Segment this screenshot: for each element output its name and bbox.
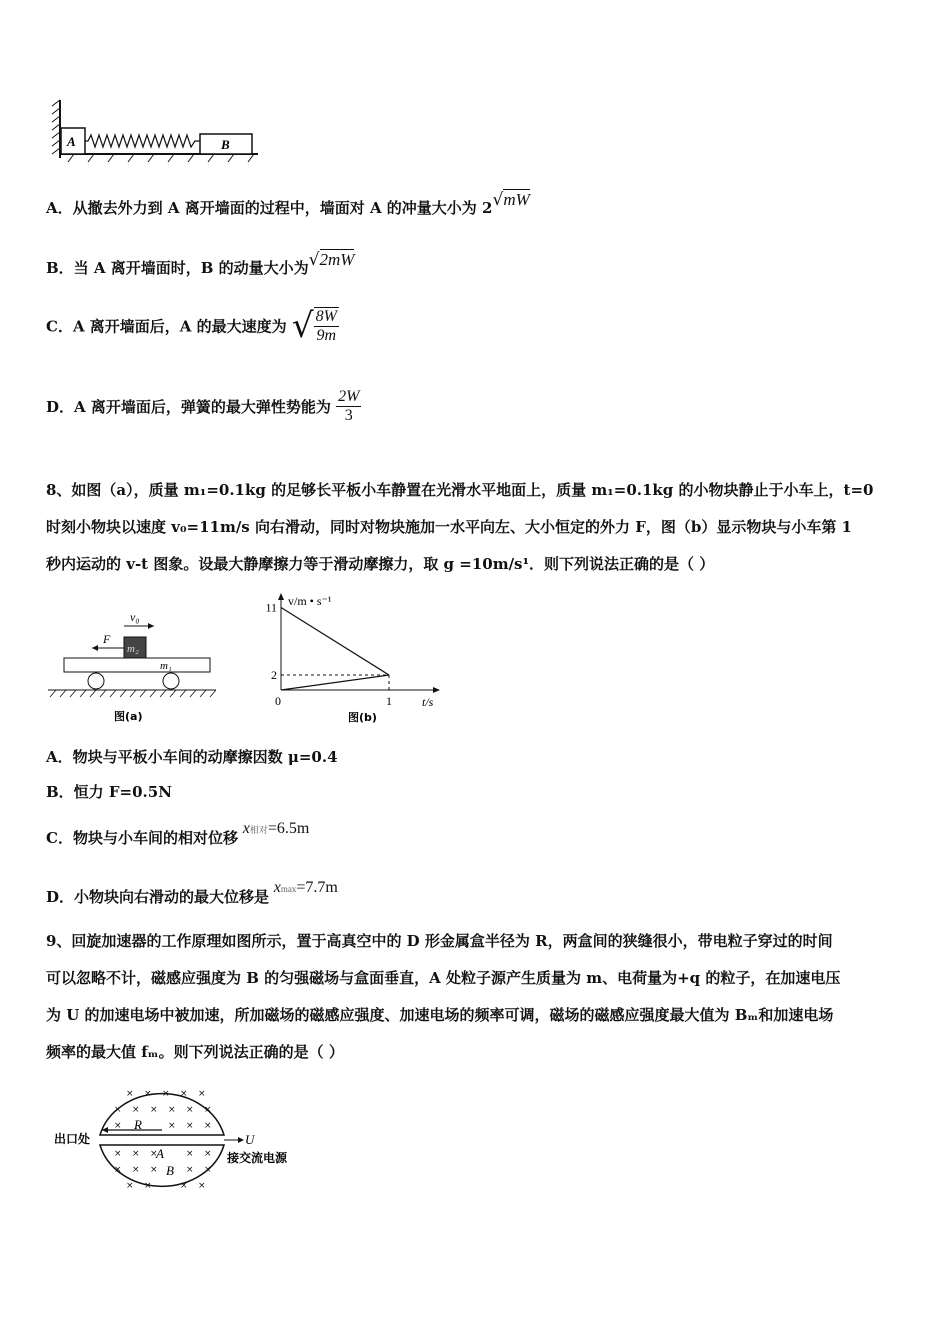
- field-cross-mark: ×: [168, 1121, 176, 1131]
- field-cross-mark: ×: [186, 1149, 194, 1159]
- field-cross-mark: ×: [132, 1149, 140, 1159]
- q8-option-b: B．恒力 F=0.5N: [46, 783, 172, 801]
- voltage-label: U: [245, 1132, 255, 1147]
- wheel: [163, 673, 179, 689]
- field-cross-mark: ×: [204, 1149, 212, 1159]
- field-cross-mark: ×: [204, 1105, 212, 1115]
- fraction: $\frac{8W}{9m}$: [315, 308, 337, 344]
- series-line-2: [281, 675, 389, 690]
- series-line-1: [281, 608, 389, 676]
- field-cross-mark: ×: [126, 1089, 134, 1099]
- field-cross-mark: ×: [168, 1105, 176, 1115]
- m1-label: m₁: [160, 660, 172, 672]
- q7-option-b-text: B．当 A 离开墙面时，B 的动量大小为: [46, 259, 309, 277]
- q7-option-c: C．A 离开墙面后，A 的最大速度为 √ $\frac{8W}{9m}$: [46, 306, 337, 346]
- field-cross-mark: ×: [186, 1105, 194, 1115]
- q9-stem-line: 9、回旋加速器的工作原理如图所示，置于高真空中的 D 形金属盒半径为 R，两盒间的狭缝很小，带电粒子穿过的时间: [46, 932, 833, 950]
- vt-chart: [254, 588, 454, 728]
- field-cross-mark: ×: [198, 1089, 206, 1099]
- q7-option-b: [46, 250, 355, 278]
- field-b-label: B: [166, 1163, 174, 1178]
- cyclotron-figure: [52, 1076, 312, 1206]
- fraction: $\frac{2W}{3}$: [338, 388, 360, 424]
- y-tick-label: 11: [265, 600, 277, 615]
- spring-figure: [48, 96, 268, 166]
- field-cross-mark: ×: [132, 1165, 140, 1175]
- q7-option-d: [46, 388, 361, 425]
- x-tick-label: 1: [386, 694, 392, 708]
- origin-label: 0: [275, 694, 281, 708]
- q8-stem-line: 8、如图（a），质量 m₁=0.1kg 的足够长平板小车静置在光滑水平地面上，质量 m₁=0.1kg 的小物块静止于小车上，t=0: [46, 481, 874, 499]
- field-cross-mark: ×: [180, 1181, 188, 1191]
- q8-option-c: C．物块与小车间的相对位移 x相对=6.5m: [46, 820, 310, 847]
- q9-stem: [46, 923, 906, 1071]
- y-tick-label: 2: [271, 668, 277, 682]
- q8-stem: [46, 472, 906, 583]
- x-axis-label: t/s: [422, 695, 434, 709]
- field-cross-mark: ×: [114, 1105, 122, 1115]
- field-cross-mark: ×: [198, 1181, 206, 1191]
- q9-stem-line: 为 U 的加速电场中被加速，所加磁场的磁感应强度、加速电场的频率可调，磁场的磁感应强度最大值为 Bₘ和加速电场: [46, 1006, 834, 1024]
- figure-a: [44, 604, 224, 728]
- v0-label: v₀: [130, 610, 140, 624]
- field-cross-mark: ×: [204, 1121, 212, 1131]
- q8-option-a: A．物块与平板小车间的动摩擦因数 μ=0.4: [46, 748, 338, 766]
- q8-option-c-text: C．物块与小车间的相对位移: [46, 829, 238, 847]
- field-cross-mark: ×: [114, 1121, 122, 1131]
- field-cross-mark: ×: [150, 1165, 158, 1175]
- q8-option-d: D．小物块向右滑动的最大位移是 xmax=7.7m: [46, 879, 338, 906]
- q7-option-a-text: A．从撤去外力到 A 离开墙面的过程中，墙面对 A 的冲量大小为 2: [46, 199, 493, 217]
- field-cross-mark: ×: [144, 1181, 152, 1191]
- q8-stem-line: 时刻小物块以速度 v₀=11m/s 向右滑动，同时对物块施加一水平向左、大小恒定的外力 F，图（b）显示物块与小车第 1: [46, 518, 852, 536]
- wheel: [88, 673, 104, 689]
- field-cross-mark: ×: [114, 1165, 122, 1175]
- source-a-label: A: [156, 1146, 164, 1161]
- exit-label: 出口处: [54, 1132, 91, 1146]
- figure-b-caption: 图(b): [348, 711, 377, 724]
- field-cross-mark: ×: [186, 1121, 194, 1131]
- q8-stem-line: 秒内运动的 v-t 图象。设最大静摩擦力等于滑动摩擦力，取 g =10m/s¹．则下列说法正确的是（ ）: [46, 555, 715, 573]
- q7-option-a: [46, 190, 530, 218]
- field-cross-mark: ×: [114, 1149, 122, 1159]
- radius-label: R: [134, 1117, 142, 1132]
- field-cross-mark: ×: [132, 1105, 140, 1115]
- q8-option-d-text: D．小物块向右滑动的最大位移是: [46, 888, 270, 906]
- sqrt-expr: √mW: [492, 190, 530, 210]
- field-cross-mark: ×: [150, 1149, 158, 1159]
- field-cross-mark: ×: [144, 1089, 152, 1099]
- spring: [85, 135, 200, 147]
- q7-option-c-text: C．A 离开墙面后，A 的最大速度为: [46, 317, 287, 336]
- m2-label: m₂: [127, 643, 139, 655]
- field-cross-mark: ×: [204, 1165, 212, 1175]
- q7-option-d-text: D．A 离开墙面后，弹簧的最大弹性势能为: [46, 398, 331, 416]
- field-cross-mark: ×: [162, 1089, 170, 1099]
- field-cross-mark: ×: [180, 1089, 188, 1099]
- sqrt-expr: √2mW: [308, 250, 355, 270]
- block-a-label: A: [67, 134, 76, 149]
- ac-source-label: 接交流电源: [227, 1151, 288, 1165]
- block-b-label: B: [221, 137, 230, 152]
- field-cross-mark: ×: [186, 1165, 194, 1175]
- q9-stem-line: 可以忽略不计，磁感应强度为 B 的匀强磁场与盒面垂直，A 处粒子源产生质量为 m、电荷量为+q 的粒子，在加速电压: [46, 969, 841, 987]
- q9-stem-line: 频率的最大值 fₘ。则下列说法正确的是（ ）: [46, 1043, 344, 1061]
- force-label: F: [103, 632, 111, 646]
- y-axis-label: v/m • s⁻¹: [288, 594, 332, 608]
- field-cross-mark: ×: [150, 1105, 158, 1115]
- cart-board: [64, 658, 210, 672]
- field-cross-mark: ×: [126, 1181, 134, 1191]
- figure-a-caption: 图(a): [114, 710, 143, 723]
